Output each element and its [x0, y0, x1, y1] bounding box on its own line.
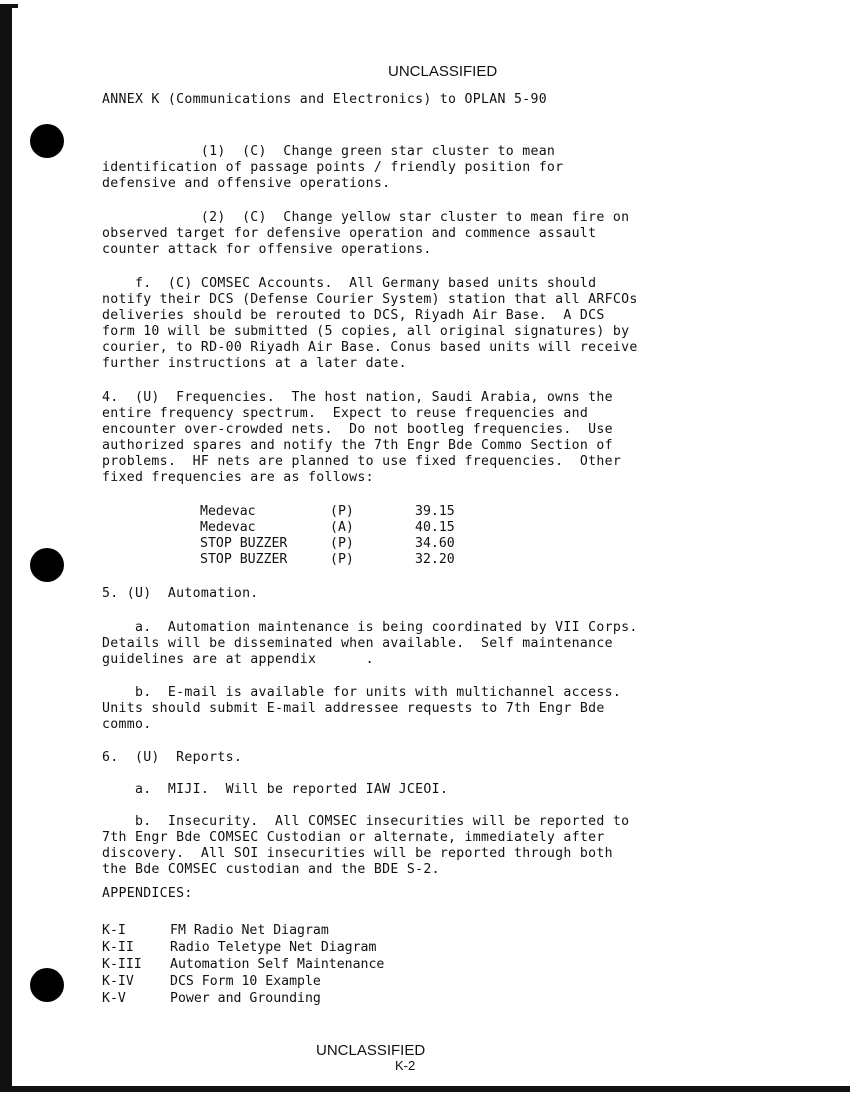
appendix-item — [102, 956, 384, 973]
appendix-item — [102, 939, 384, 956]
para-5a-line: a. Automation maintenance is being coordinated by VII Corps. — [102, 620, 638, 635]
classification-header: UNCLASSIFIED — [388, 63, 498, 80]
appendices-list — [102, 922, 384, 1007]
net-frequency: 40.15 — [415, 520, 455, 535]
para-6-heading: 6. (U) Reports. — [102, 750, 243, 765]
para-6b-line: discovery. All SOI insecurities will be reported through both — [102, 846, 613, 861]
appendix-title: Automation Self Maintenance — [170, 957, 385, 972]
para-5a-line: guidelines are at appendix . — [102, 652, 374, 667]
para-2-line: (2) (C) Change yellow star cluster to mean fire on — [102, 210, 630, 225]
appendix-id: K-V — [102, 991, 126, 1006]
para-5-heading: 5. (U) Automation. — [102, 586, 259, 601]
para-f-line: deliveries should be rerouted to DCS, Riyadh Air Base. A DCS — [102, 308, 605, 323]
net-type: (P) — [330, 536, 354, 551]
appendix-id: K-III — [102, 957, 142, 972]
punch-hole — [30, 968, 64, 1002]
frequency-row — [200, 520, 455, 536]
appendix-item — [102, 990, 384, 1007]
net-type: (P) — [330, 552, 354, 567]
frequency-row — [200, 504, 455, 520]
appendices-label: APPENDICES: — [102, 886, 193, 901]
appendix-item — [102, 922, 384, 939]
para-f-line: courier, to RD-00 Riyadh Air Base. Conus based units will receive — [102, 340, 638, 355]
appendix-id: K-IV — [102, 974, 134, 989]
scan-border-left — [0, 8, 12, 1090]
para-4-line: authorized spares and notify the 7th Engr Bde Commo Section of — [102, 438, 613, 453]
classification-footer: UNCLASSIFIED — [316, 1042, 426, 1059]
para-6b-line: b. Insecurity. All COMSEC insecurities will be reported to — [102, 814, 630, 829]
net-frequency: 39.15 — [415, 504, 455, 519]
appendix-title: Power and Grounding — [170, 991, 321, 1006]
appendix-id: K-I — [102, 923, 126, 938]
para-5b-line: b. E-mail is available for units with multichannel access. — [102, 685, 622, 700]
net-name: Medevac — [200, 504, 256, 519]
para-6a-line: a. MIJI. Will be reported IAW JCEOI. — [102, 782, 449, 797]
para-4-line: fixed frequencies are as follows: — [102, 470, 374, 485]
para-4-line: 4. (U) Frequencies. The host nation, Saudi Arabia, owns the — [102, 390, 613, 405]
punch-hole — [30, 548, 64, 582]
para-1-line: defensive and offensive operations. — [102, 176, 391, 191]
annex-title: ANNEX K (Communications and Electronics) to OPLAN 5-90 — [102, 92, 547, 107]
para-5a-line: Details will be disseminated when available. Self maintenance — [102, 636, 613, 651]
frequency-row — [200, 552, 455, 568]
frequency-row — [200, 536, 455, 552]
para-4-line: encounter over-crowded nets. Do not bootleg frequencies. Use — [102, 422, 613, 437]
punch-hole — [30, 124, 64, 158]
appendix-id: K-II — [102, 940, 134, 955]
para-6b-line: the Bde COMSEC custodian and the BDE S-2. — [102, 862, 440, 877]
para-5b-line: Units should submit E-mail addressee requests to 7th Engr Bde — [102, 701, 605, 716]
para-1-line: identification of passage points / friendly position for — [102, 160, 564, 175]
net-type: (P) — [330, 504, 354, 519]
para-f-line: f. (C) COMSEC Accounts. All Germany based units should — [102, 276, 597, 291]
para-2-line: observed target for defensive operation and commence assault — [102, 226, 597, 241]
para-f-line: further instructions at a later date. — [102, 356, 407, 371]
appendix-title: FM Radio Net Diagram — [170, 923, 329, 938]
para-1-line: (1) (C) Change green star cluster to mean — [102, 144, 556, 159]
net-frequency: 32.20 — [415, 552, 455, 567]
net-name: STOP BUZZER — [200, 552, 288, 567]
appendix-title: DCS Form 10 Example — [170, 974, 321, 989]
para-4-line: entire frequency spectrum. Expect to reuse frequencies and — [102, 406, 589, 421]
para-6b-line: 7th Engr Bde COMSEC Custodian or alternate, immediately after — [102, 830, 605, 845]
para-f-line: notify their DCS (Defense Courier System) station that all ARFCOs — [102, 292, 638, 307]
appendix-title: Radio Teletype Net Diagram — [170, 940, 377, 955]
net-type: (A) — [330, 520, 354, 535]
net-name: Medevac — [200, 520, 256, 535]
para-5b-line: commo. — [102, 717, 152, 732]
scan-border-bottom — [0, 1086, 850, 1092]
net-name: STOP BUZZER — [200, 536, 288, 551]
appendix-item — [102, 973, 384, 990]
net-frequency: 34.60 — [415, 536, 455, 551]
frequency-table — [200, 504, 455, 568]
para-2-line: counter attack for offensive operations. — [102, 242, 432, 257]
para-4-line: problems. HF nets are planned to use fixed frequencies. Other — [102, 454, 622, 469]
page-number: K-2 — [395, 1058, 416, 1073]
para-f-line: form 10 will be submitted (5 copies, all original signatures) by — [102, 324, 630, 339]
